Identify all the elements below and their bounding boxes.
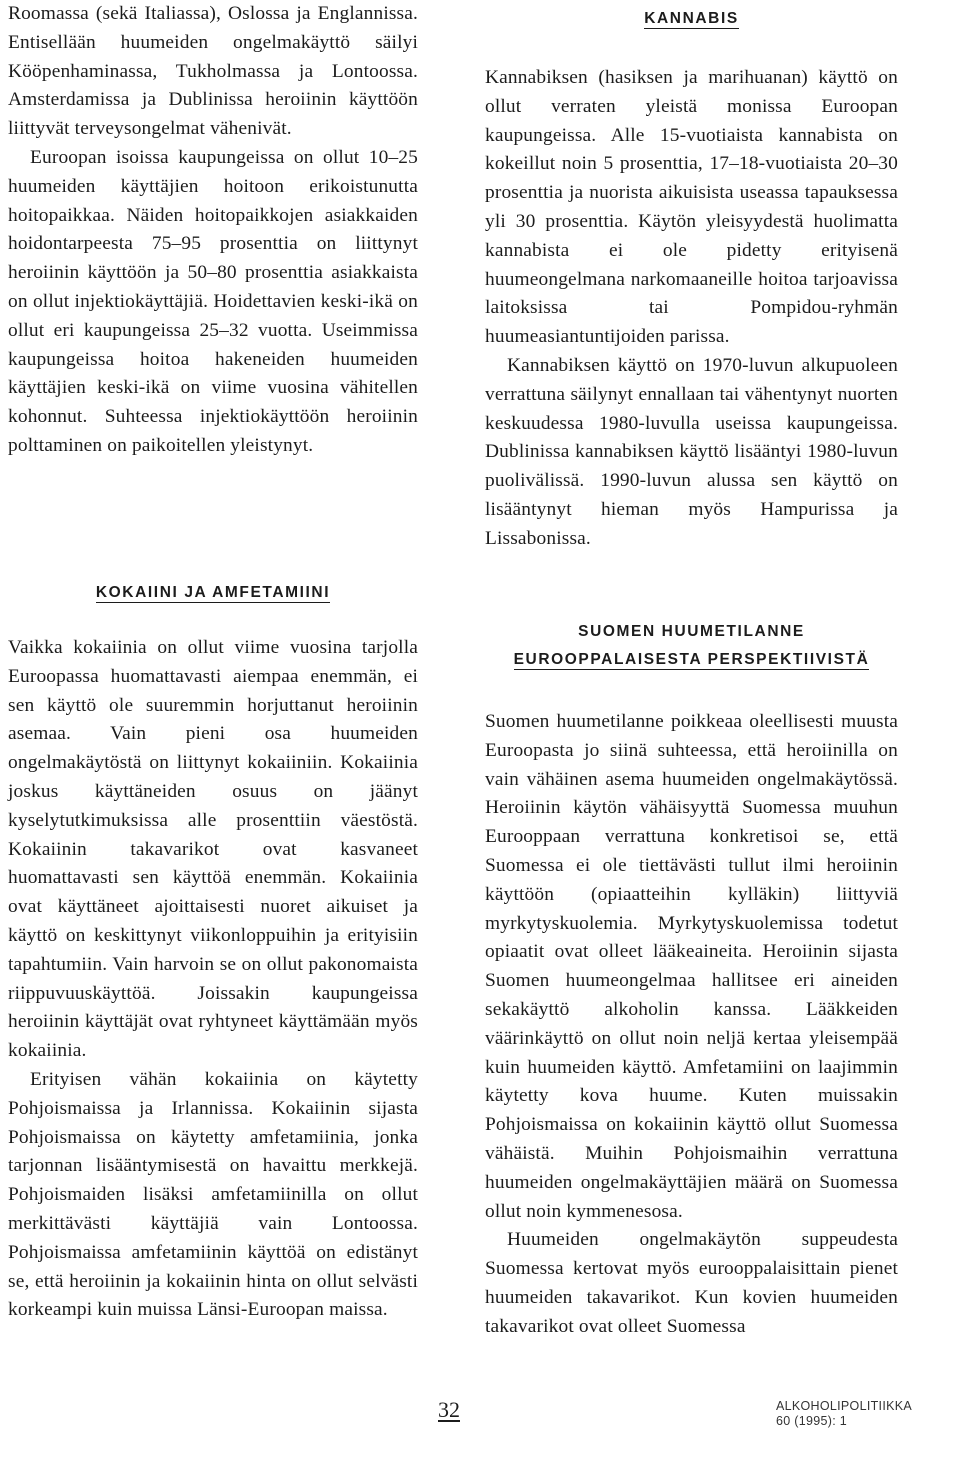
- journal-issue: 60 (1995): 1: [776, 1414, 848, 1428]
- paragraph: Euroopan isoissa kaupungeissa on ollut 10–25 huumeiden käyttäjien hoitoon erikoistunutta hoitopaikkaa. Näiden hoitopaikkojen asiakkaiden hoidontarpeesta 75–95 prosenttia on liittynyt heroiinin käyttöön ja 50–80 prosenttia asiakkaista on ollut injektiokäyttäjiä. Hoidettavien keski-ikä on ollut eri kaupungeissa 25–32 vuotta. Useimmissa kaupungeissa hoitoa hakeneiden huumeiden käyttäjien keski-ikä on viime vuosina vähitellen kohonnut. Suhteessa injektiokäyttöön heroiinin polttaminen on paikoitellen yleistynyt.: [8, 146, 418, 456]
- section-kannabis: [485, 8, 898, 554]
- paragraph: Huumeiden ongelmakäytön suppeudesta Suomessa kertovat myös eurooppalaisittain pienet huumeiden takavarikot. Kun kovien huumeiden takavarikot ovat olleet Suomessa: [485, 1229, 898, 1337]
- section-heading: SUOMEN HUUMETILANNE EUROOPPALAISESTA PERSPEKTIIVISTÄ: [513, 623, 870, 668]
- section-kokaiini: [8, 582, 418, 1325]
- page-number: 32: [438, 1397, 460, 1422]
- paragraph: Kannabiksen käyttö on 1970-luvun alkupuoleen verrattuna säilynyt ennallaan tai vähentynyt nuorten keskuudessa 1980-luvulla useissa kaupungeissa. Dublinissa kannabiksen käyttö lisääntyi 1980-luvun puolivälissä. 1990-luvun alussa sen käyttö on lisääntynyt hieman myös Hampurissa ja Lissabonissa.: [485, 354, 898, 549]
- paragraph: Roomassa (sekä Italiassa), Oslossa ja Englannissa. Entisellään huumeiden ongelmakäyttö säilyi Kööpenhaminassa, Tukholmassa ja Lontoossa. Amsterdamissa ja Dublinissa heroiinin käyttöön liittyvät terveysongelmat vähenivät.: [8, 3, 418, 140]
- article-continuation: [8, 0, 418, 461]
- paragraph: Suomen huumetilanne poikkeaa oleellisesti muusta Euroopasta jo siinä suhteessa, että heroiinilla on vain vähäinen asema huumeiden ongelmakäytössä. Heroiinin käytön vähäisyyttä Suomessa muuhun Eurooppaan verrattuna konkretisoi se, että Suomessa ei ole tiettävästi tullut ilmi heroiinin käyttöön (opiaatteihin kylläkin) liittyviä myrkytyskuolemia. Myrkytyskuolemissa todetut opiaatit ovat olleet lääkeaineita. Heroiinin sijasta Suomen huumeongelmaa hallitsee eri aineiden sekakäyttö alkoholin kanssa. Lääkkeiden väärinkäyttö on ollut noin neljä kertaa yleisempää kuin huumeiden käyttö. Amfetamiini on laajimmin käytetty kova huume. Kuten muissakin Pohjoismaissa on kokaiinin käyttö ollut Suomessa vähäistä. Muihin Pohjoismaihin verrattuna huumeiden ongelmakäyttäjien määrä on Suomessa ollut noin kymmenesosa.: [485, 711, 898, 1222]
- section-suomi: [485, 618, 898, 1342]
- journal-name: ALKOHOLIPOLITIIKKA: [776, 1399, 913, 1413]
- paragraph: Vaikka kokaiinia on ollut viime vuosina tarjolla Euroopassa huomattavasti aiempaa enemmän, ei sen käyttö ole suuremmin horjuttanut heroiinin asemaa. Vain pieni osa huumeiden ongelmakäytöstä on liittynyt kokaiiniin. Kokaiinia joskus käyttäneiden osuus on jäänyt kyselytutkimuksissa alle prosenttiin väestöstä. Kokaiinin takavarikot ovat kasvaneet huomattavasti sen käyttöä enemmän. Kokaiinia ovat käyttäneet ajoittaisesti nuoret aikuiset ja käyttö on keskittynyt viikonloppuihin ja erityisiin tapahtumiin. Vain harvoin se on ollut pakonomaista riippuvuuskäyttöä. Joissakin kaupungeissa heroiinin käyttäjät ovat ryhtyneet käyttämään myös kokaiinia.: [8, 637, 418, 1062]
- section-heading: KOKAIINI JA AMFETAMIINI: [95, 584, 331, 601]
- section-heading: KANNABIS: [644, 10, 739, 27]
- paragraph: Erityisen vähän kokaiinia on käytetty Pohjoismaissa ja Irlannissa. Kokaiinin sijasta Pohjoismaissa on käytetty amfetamiinia, jonka tarjonnan lisääntymisestä on havaittu merkkejä. Pohjoismaiden lisäksi amfetamiinilla on ollut merkittävästi käyttäjiä vain Lontoossa. Pohjoismaissa amfetamiinin käyttöä on edistänyt se, että heroiinin ja kokaiinin hinta on ollut selvästi korkeampi kuin muissa Länsi-Euroopan maissa.: [8, 1068, 418, 1321]
- journal-reference: [776, 1399, 912, 1429]
- paragraph: Kannabiksen (hasiksen ja marihuanan) käyttö on ollut verraten yleistä monissa Euroopan kaupungeissa. Alle 15-vuotiaista kannabista on kokeillut noin 5 prosenttia, 17–18-vuotiaista 20–30 prosenttia ja nuorista aikuisista useassa tapauksessa yli 30 prosenttia. Käytön yleisyydestä huolimatta kannabista ei ole pidetty erityisenä huumeongelmana narkomaaneille hoitoa tarjoavissa laitoksissa tai Pompidou-ryhmän huumeasiantuntijoiden parissa.: [485, 67, 898, 348]
